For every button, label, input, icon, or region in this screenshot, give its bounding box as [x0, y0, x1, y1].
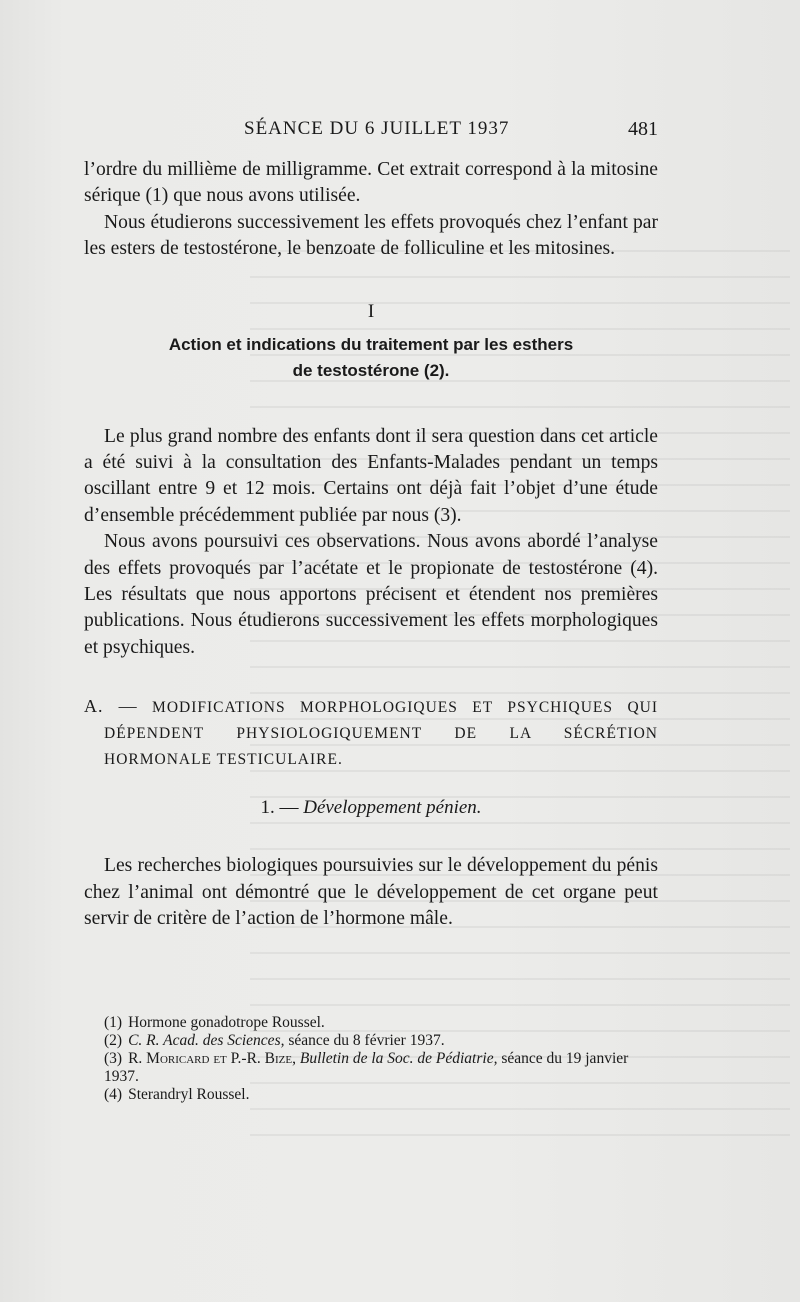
subsection-heading	[84, 693, 658, 773]
section-numeral: I	[367, 300, 375, 322]
footnote-number: (4)	[104, 1086, 123, 1103]
subsection-label: A. —	[84, 696, 138, 717]
footnote-4	[104, 1086, 658, 1104]
page-header	[84, 118, 658, 150]
footnote-authors: R. Moricard et P.-R. Bize,	[128, 1050, 296, 1067]
paragraph-2: Nous étudierons successivement les effets provoqués chez l’enfant par les esters de testostérone, le benzoate de folliculine et les mitosines.	[84, 211, 658, 260]
section-heading-line-2: de testostérone (2).	[292, 360, 450, 380]
footnote-text: Hormone gonadotrope Roussel.	[128, 1014, 325, 1031]
footnote-number: (1)	[104, 1014, 123, 1031]
footnote-1	[104, 1014, 658, 1032]
numbered-heading	[84, 795, 658, 821]
spacer	[84, 384, 658, 424]
footnote-3	[104, 1050, 658, 1086]
footnotes	[104, 1014, 658, 1104]
page-number: 481	[628, 118, 658, 140]
footnote-citation: C. R. Acad. des Sciences,	[128, 1032, 285, 1049]
numbered-heading-number: 1. —	[260, 797, 299, 819]
numbered-heading-title: Développement pénien.	[303, 797, 482, 819]
footnote-2	[104, 1032, 658, 1050]
running-head: SÉANCE DU 6 JUILLET 1937	[244, 118, 510, 139]
footnote-number: (2)	[104, 1032, 123, 1049]
footnote-text: séance du 8 février 1937.	[284, 1032, 445, 1049]
paragraph-3: Le plus grand nombre des enfants dont il sera question dans cet article a été suivi à la consultation des Enfants-Malades pendant un temps oscillant entre 9 et 12 mois. Certains ont déjà fait l’objet d’une étude d’ensemble précédemment publiée par nous (3).	[84, 425, 658, 526]
paragraph-4: Nous avons poursuivi ces observations. Nous avons abordé l’analyse des effets provoqués par l’acétate et le propionate de testostérone (4). Les résultats que nous apportons précisent et étendent nos premières publications. Nous étudierons successivement les effets morphologiques et psychiques.	[84, 531, 658, 658]
footnote-text: Sterandryl Roussel.	[128, 1086, 250, 1103]
footnote-text: séance du 19 janvier 1937.	[104, 1050, 629, 1085]
section-heading	[84, 332, 658, 384]
main-text	[84, 157, 658, 933]
section-heading-line-1: Action et indications du traitement par les esthers	[168, 334, 574, 354]
spacer	[84, 661, 658, 693]
paragraph-1: l’ordre du millième de milligramme. Cet extrait correspond à la mitosine sérique (1) que nous avons utilisée.	[84, 159, 658, 207]
footnote-citation: Bulletin de la Soc. de Pédiatrie,	[296, 1050, 498, 1067]
footnote-number: (3)	[104, 1050, 123, 1067]
subsection-title: MODIFICATIONS MORPHOLOGIQUES ET PSYCHIQUES QUI DÉPENDENT PHYSIOLOGIQUEMENT DE LA SÉCRÉTION HORMONALE TESTICULAIRE.	[104, 699, 659, 769]
paragraph-5: Les recherches biologiques poursuivies sur le développement du pénis chez l’animal ont démontré que le développement de cet organe peut servir de critère de l’action de l’hormone mâle.	[84, 855, 658, 930]
spacer	[84, 821, 658, 853]
